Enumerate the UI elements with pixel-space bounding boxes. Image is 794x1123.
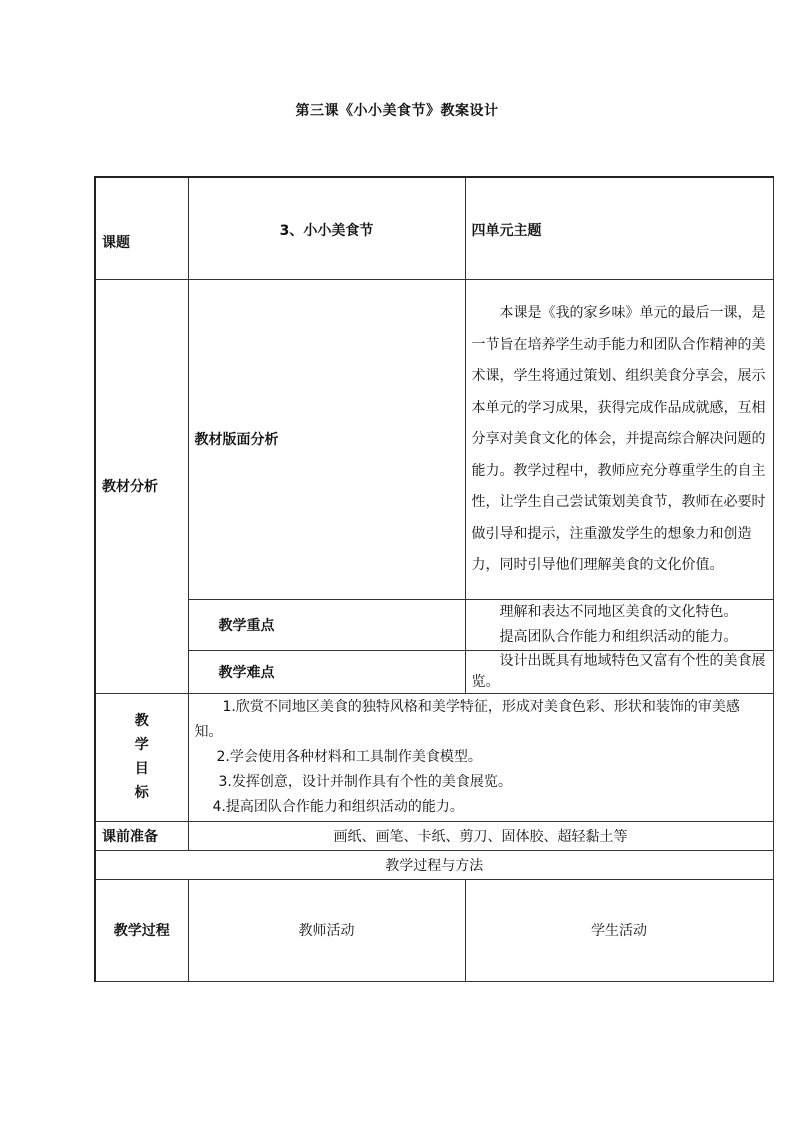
- teaching-difficulty-cell: [465, 650, 773, 693]
- goals-label-char-3: 目: [134, 761, 149, 777]
- teaching-focus-line-1: 理解和表达不同地区美食的文化特色。: [499, 603, 738, 620]
- goal-item-4: 4.提高团队合作能力和组织活动的能力。: [212, 798, 464, 815]
- process-header-row: [95, 879, 773, 981]
- teaching-focus-label: 教学重点: [188, 599, 465, 650]
- analysis-label: 教材分析: [95, 279, 188, 693]
- topic-label: 课题: [95, 177, 188, 279]
- preparation-text: 画纸、画笔、卡纸、剪刀、固体胶、超轻黏土等: [188, 821, 773, 850]
- unit-theme: 四单元主题: [465, 177, 773, 279]
- textbook-analysis-text: 本课是《我的家乡味》单元的最后一课，是一节旨在培养学生动手能力和团队合作精神的美术课，学生将通过策划、组织美食分享会，展示本单元的学习成果，获得完成作品成就感，互相分享对美食文化的体会，并提高综合解决问题的能力。教学过程中，教师应充分尊重学生的自主性，让学生自己尝试策划美食节，教师在必要时做引导和提示，注重激发学生的想象力和创造力，同时引导他们理解美食的文化价值。: [471, 305, 766, 574]
- preparation-row: [95, 821, 773, 850]
- goals-label-char-2: 学: [134, 737, 149, 753]
- document-title: 第三课《小小美食节》教案设计: [295, 103, 499, 119]
- teaching-goals-row: [95, 693, 773, 821]
- topic-title: 3、小小美食节: [188, 177, 465, 279]
- goal-item-3: 3.发挥创意，设计并制作具有个性的美食展览。: [218, 773, 512, 790]
- teaching-goals-label-cell: [95, 693, 188, 821]
- teaching-difficulty-text: 设计出既具有地域特色又富有个性的美食展览。: [471, 652, 766, 690]
- textbook-analysis-cell: [465, 279, 773, 599]
- teaching-focus-line-2: 提高团队合作能力和组织活动的能力。: [499, 628, 738, 645]
- teaching-difficulty-row: [95, 650, 773, 693]
- goal-item-1-text: 1.欣赏不同地区美食的独特风格和美学特征，形成对美食色彩、形状和装饰的审美感知。: [194, 698, 740, 740]
- process-section-row: [95, 850, 773, 879]
- teaching-goals-cell: [188, 693, 773, 821]
- textbook-analysis-label: 教材版面分析: [188, 279, 465, 599]
- goals-label-char-4: 标: [134, 785, 149, 801]
- goal-item-2: 2.学会使用各种材料和工具制作美食模型。: [216, 748, 482, 765]
- student-activity-header: 学生活动: [465, 879, 773, 981]
- goals-label-char-1: 教: [134, 713, 149, 729]
- topic-row: [95, 177, 773, 279]
- process-section-title: 教学过程与方法: [95, 850, 773, 879]
- teaching-focus-cell: [465, 599, 773, 650]
- process-label: 教学过程: [95, 879, 188, 981]
- textbook-analysis-row: [95, 279, 773, 599]
- lesson-plan-table: [94, 176, 774, 982]
- teaching-focus-row: [95, 599, 773, 650]
- teacher-activity-header: 教师活动: [188, 879, 465, 981]
- preparation-label: 课前准备: [95, 821, 188, 850]
- teaching-goals-label: [102, 711, 182, 803]
- teaching-difficulty-label: 教学难点: [188, 650, 465, 693]
- goal-item-1: [195, 695, 767, 745]
